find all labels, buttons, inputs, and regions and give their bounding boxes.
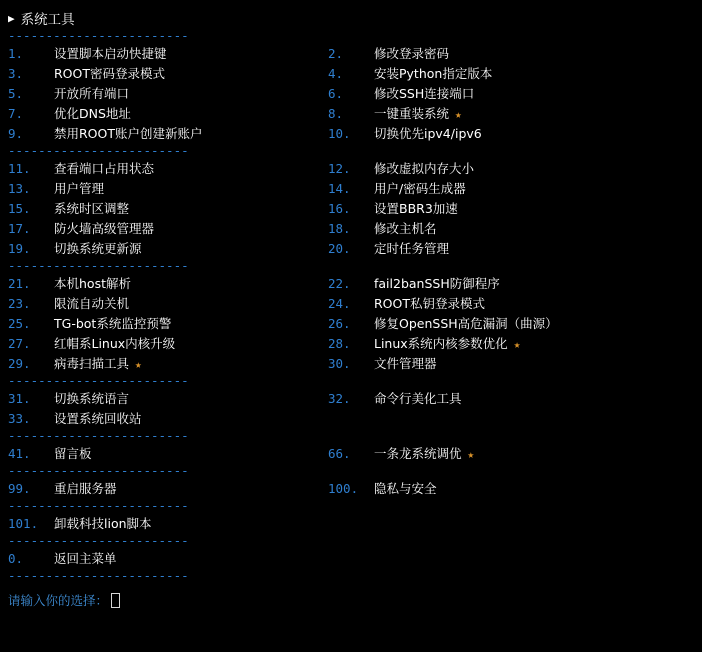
- prompt-label: 请输入你的选择：: [8, 593, 109, 608]
- menu-row: [8, 548, 702, 568]
- menu-item-label: 卸载科技lion脚本: [54, 516, 152, 531]
- menu-item[interactable]: [328, 239, 702, 257]
- menu-item-label: 防火墙高级管理器: [54, 221, 155, 236]
- menu-item[interactable]: [328, 124, 702, 142]
- menu-item-label: 隐私与安全: [374, 481, 437, 496]
- menu-item-number: 18.: [328, 221, 351, 236]
- menu-item[interactable]: [8, 334, 328, 352]
- menu-item-label: 用户/密码生成器: [374, 181, 466, 196]
- menu-item-number: 16.: [328, 201, 351, 216]
- menu-item-label: TG-bot系统监控预警: [54, 316, 172, 331]
- menu-item-number: 5.: [8, 86, 24, 101]
- menu-row: [8, 63, 702, 83]
- menu-item-label: 设置系统回收站: [54, 411, 142, 426]
- menu-item[interactable]: [8, 179, 328, 197]
- menu-item-label: 定时任务管理: [374, 241, 450, 256]
- menu-item-number: 27.: [8, 336, 31, 351]
- menu-item-number: 8.: [328, 106, 344, 121]
- menu-item[interactable]: [8, 64, 328, 82]
- menu-item-number: 99.: [8, 481, 31, 496]
- menu-item-label: 一条龙系统调优: [374, 446, 462, 461]
- menu-item-label: 禁用ROOT账户创建新账户: [54, 126, 203, 141]
- menu-item-label: 本机host解析: [54, 276, 131, 291]
- menu-item-label: 留言板: [54, 446, 92, 461]
- menu-item-label: 修改登录密码: [374, 46, 450, 61]
- menu-item[interactable]: [8, 354, 328, 372]
- menu-row: [8, 218, 702, 238]
- menu-group: [0, 443, 702, 463]
- menu-item[interactable]: [328, 274, 702, 292]
- menu-item[interactable]: [328, 444, 702, 462]
- menu-item-label: 修改SSH连接端口: [374, 86, 475, 101]
- menu-item-label: 切换系统语言: [54, 391, 130, 406]
- menu-item-number: 21.: [8, 276, 31, 291]
- menu-item[interactable]: [8, 159, 328, 177]
- menu-row: [8, 158, 702, 178]
- menu-item[interactable]: [328, 64, 702, 82]
- menu-item-label: 修改虚拟内存大小: [374, 161, 475, 176]
- menu-item-number: 22.: [328, 276, 351, 291]
- menu-item-label: 用户管理: [54, 181, 105, 196]
- menu-group: [0, 388, 702, 428]
- divider: ------------------------: [8, 258, 189, 273]
- menu-item-number: 15.: [8, 201, 31, 216]
- menu-item[interactable]: [8, 274, 328, 292]
- menu-item-label: 重启服务器: [54, 481, 117, 496]
- page-title: 系统工具: [20, 12, 75, 28]
- menu-item[interactable]: [328, 479, 702, 497]
- divider: ------------------------: [8, 28, 189, 43]
- star-icon: ★: [135, 358, 142, 371]
- prompt-row[interactable]: [0, 589, 702, 611]
- menu-item-number: 0.: [8, 551, 24, 566]
- menu-item-label: 返回主菜单: [54, 551, 117, 566]
- menu-row: [8, 103, 702, 123]
- menu-item-label: 设置BBR3加速: [374, 201, 458, 216]
- menu-item[interactable]: [328, 334, 702, 352]
- divider: ------------------------: [8, 463, 189, 478]
- divider: ------------------------: [8, 533, 189, 548]
- divider: ------------------------: [8, 498, 189, 513]
- menu-item-label: 命令行美化工具: [374, 391, 462, 406]
- menu-item[interactable]: [328, 104, 702, 122]
- menu-item-label: 安装Python指定版本: [374, 66, 493, 81]
- star-icon: ★: [455, 108, 462, 121]
- menu-item-number: 19.: [8, 241, 31, 256]
- menu-item[interactable]: [328, 219, 702, 237]
- menu-item[interactable]: [328, 84, 702, 102]
- menu-item[interactable]: [328, 179, 702, 197]
- menu-item-number: 100.: [328, 481, 359, 496]
- menu-item[interactable]: [8, 219, 328, 237]
- menu-item-number: 41.: [8, 446, 31, 461]
- menu-item-number: 7.: [8, 106, 24, 121]
- menu-item-number: 26.: [328, 316, 351, 331]
- menu-item-label: 切换系统更新源: [54, 241, 142, 256]
- menu-row: [8, 43, 702, 63]
- menu-item-number: 9.: [8, 126, 24, 141]
- menu-item-number: 6.: [328, 86, 344, 101]
- menu-row: [8, 83, 702, 103]
- menu-item-label: 修改主机名: [374, 221, 437, 236]
- menu-item[interactable]: [8, 514, 328, 532]
- menu-row: [8, 273, 702, 293]
- menu-item[interactable]: [328, 159, 702, 177]
- menu-group: [0, 158, 702, 258]
- menu-item-number: 20.: [328, 241, 351, 256]
- menu-item-label: 红帽系Linux内核升级: [54, 336, 176, 351]
- menu-item[interactable]: [328, 314, 702, 332]
- menu-item[interactable]: [8, 84, 328, 102]
- menu-item[interactable]: [328, 354, 702, 372]
- menu-item-number: 25.: [8, 316, 31, 331]
- menu-item[interactable]: [8, 479, 328, 497]
- menu-item-number: 2.: [328, 46, 344, 61]
- menu-item-number: 17.: [8, 221, 31, 236]
- menu-group: [0, 273, 702, 373]
- menu-title-row: [0, 8, 702, 28]
- menu-item-label: 查看端口占用状态: [54, 161, 155, 176]
- menu-item[interactable]: [328, 389, 702, 407]
- menu-item-label: 修复OpenSSH高危漏洞（曲源）: [374, 316, 558, 331]
- triangle-right-icon: ▶: [8, 11, 15, 25]
- menu-row: [8, 388, 702, 408]
- menu-row: [8, 238, 702, 258]
- menu-item-label: fail2banSSH防御程序: [374, 276, 500, 291]
- menu-row: [8, 443, 702, 463]
- menu-item[interactable]: [8, 199, 328, 217]
- menu-row: [8, 478, 702, 498]
- menu-item[interactable]: [8, 444, 328, 462]
- menu-row: [8, 123, 702, 143]
- menu-group: [0, 478, 702, 498]
- menu-item-number: 33.: [8, 411, 31, 426]
- divider: ------------------------: [8, 373, 189, 388]
- menu-group: [0, 43, 702, 143]
- menu-item-number: 10.: [328, 126, 351, 141]
- menu-item-label: 开放所有端口: [54, 86, 130, 101]
- menu-item-label: Linux系统内核参数优化: [374, 336, 508, 351]
- menu-group: [0, 513, 702, 533]
- menu-item-number: 29.: [8, 356, 31, 371]
- menu-row: [8, 198, 702, 218]
- divider: ------------------------: [8, 568, 189, 583]
- menu-item-label: 文件管理器: [374, 356, 437, 371]
- menu-item[interactable]: [328, 44, 702, 62]
- menu-item-number: 4.: [328, 66, 344, 81]
- text-cursor[interactable]: [111, 593, 120, 608]
- menu-item-label: 病毒扫描工具: [54, 356, 130, 371]
- menu-item-number: 32.: [328, 391, 351, 406]
- menu-item[interactable]: [328, 294, 702, 312]
- menu-item-number: 28.: [328, 336, 351, 351]
- menu-item-label: 一键重装系统: [374, 106, 450, 121]
- menu-item-label: ROOT密码登录模式: [54, 66, 165, 81]
- menu-item-number: 23.: [8, 296, 31, 311]
- divider: ------------------------: [8, 428, 189, 443]
- menu-item-number: 101.: [8, 516, 39, 531]
- menu-row: [8, 353, 702, 373]
- menu-body: [0, 28, 702, 583]
- menu-item[interactable]: [8, 549, 328, 567]
- menu-item[interactable]: [8, 389, 328, 407]
- menu-item-label: 系统时区调整: [54, 201, 130, 216]
- menu-item-number: 13.: [8, 181, 31, 196]
- menu-row: [8, 293, 702, 313]
- menu-item[interactable]: [8, 104, 328, 122]
- menu-row: [8, 408, 702, 428]
- menu-item[interactable]: [8, 44, 328, 62]
- menu-item-number: 3.: [8, 66, 24, 81]
- star-icon: ★: [467, 448, 475, 461]
- menu-item-label: 设置脚本启动快捷键: [54, 46, 167, 61]
- menu-item-number: 66.: [328, 446, 351, 461]
- menu-row: [8, 313, 702, 333]
- menu-item[interactable]: [8, 239, 328, 257]
- menu-item[interactable]: [8, 409, 328, 427]
- menu-row: [8, 178, 702, 198]
- menu-item-number: 31.: [8, 391, 31, 406]
- menu-item-number: 24.: [328, 296, 351, 311]
- menu-item-label: 限流自动关机: [54, 296, 130, 311]
- menu-item-number: 11.: [8, 161, 31, 176]
- menu-item[interactable]: [328, 199, 702, 217]
- menu-item-label: 优化DNS地址: [54, 106, 131, 121]
- menu-item-label: 切换优先ipv4/ipv6: [374, 126, 482, 141]
- menu-group: [0, 548, 702, 568]
- menu-item[interactable]: [8, 314, 328, 332]
- menu-item-number: 30.: [328, 356, 351, 371]
- menu-item[interactable]: [8, 124, 328, 142]
- menu-item-number: 14.: [328, 181, 351, 196]
- menu-row: [8, 513, 702, 533]
- star-icon: ★: [513, 338, 521, 351]
- menu-item[interactable]: [8, 294, 328, 312]
- menu-item-number: 12.: [328, 161, 351, 176]
- menu-item-label: ROOT私钥登录模式: [374, 296, 485, 311]
- menu-item-number: 1.: [8, 46, 24, 61]
- divider: ------------------------: [8, 143, 189, 158]
- menu-row: [8, 333, 702, 353]
